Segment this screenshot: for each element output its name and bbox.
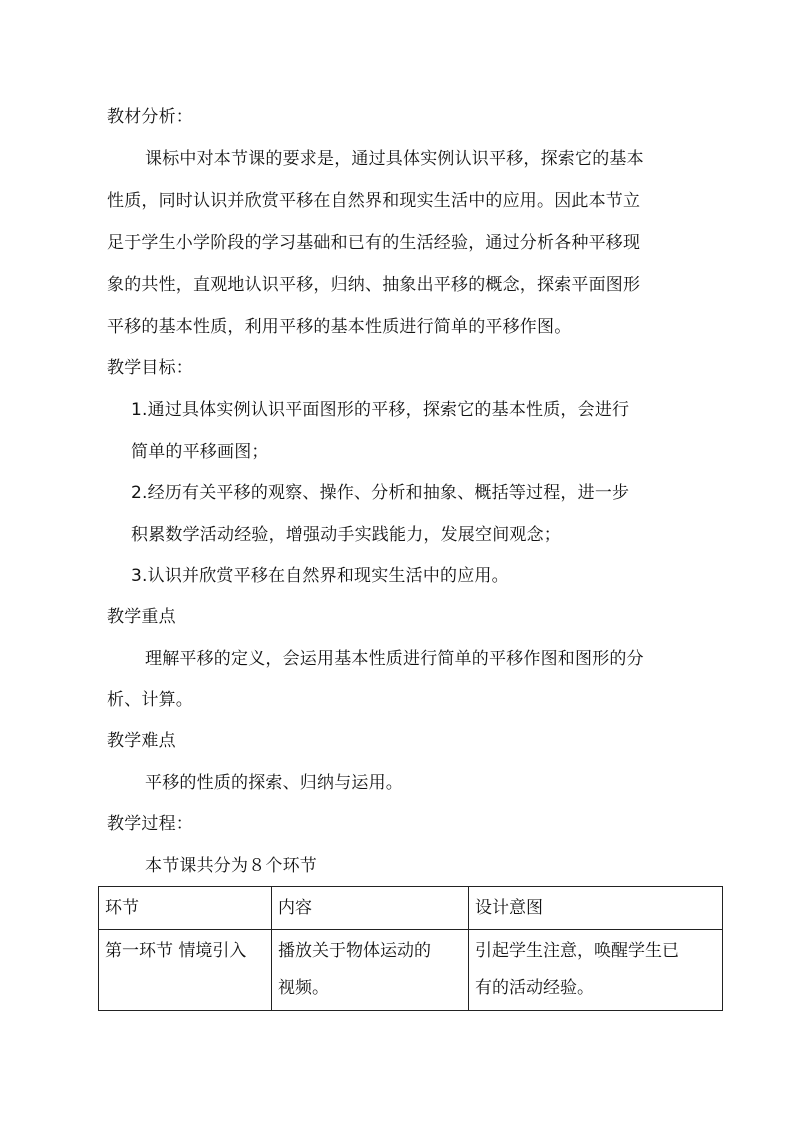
key-line: 析、计算。 (107, 690, 193, 710)
stage-text: 第一环节 情境引入 (105, 941, 247, 961)
goal-item-continuation: 积累数学活动经验，增强动手实践能力，发展空间观念； (131, 525, 561, 545)
content-line: 播放关于物体运动的 (278, 941, 431, 961)
table-row (99, 930, 723, 1011)
column-header-stage: 环节 (99, 887, 272, 930)
goal-item: 1.通过具体实例认识平面图形的平移，探索它的基本性质，会进行 (131, 400, 630, 420)
analysis-line: 课标中对本节课的要求是，通过具体实例认识平移，探索它的基本 (145, 149, 644, 169)
goal-item: 3.认识并欣赏平移在自然界和现实生活中的应用。 (131, 566, 509, 586)
intent-line: 引起学生注意，唤醒学生已 (475, 941, 679, 961)
key-line: 理解平移的定义，会运用基本性质进行简单的平移作图和图形的分 (145, 649, 644, 669)
process-heading: 教学过程： (107, 814, 193, 834)
process-intro: 本节课共分为８个环节 (145, 856, 317, 876)
difficulty-line: 平移的性质的探索、归纳与运用。 (145, 773, 403, 793)
analysis-line: 性质，同时认识并欣赏平移在自然界和现实生活中的应用。因此本节立 (107, 191, 641, 211)
intent-cell (469, 930, 723, 1011)
goals-heading: 教学目标： (107, 358, 193, 378)
goal-item: 2.经历有关平移的观察、操作、分析和抽象、概括等过程，进一步 (131, 483, 630, 503)
content-cell (272, 930, 469, 1011)
column-header-content: 内容 (272, 887, 469, 930)
column-header-intent: 设计意图 (469, 887, 723, 930)
process-table (98, 886, 723, 1011)
analysis-line: 象的共性，直观地认识平移，归纳、抽象出平移的概念，探索平面图形 (107, 275, 641, 295)
intent-line: 有的活动经验。 (475, 978, 594, 998)
stage-cell (99, 930, 272, 1011)
content-line: 视频。 (278, 978, 329, 998)
table-header-row (99, 887, 723, 930)
analysis-heading: 教材分析： (107, 107, 193, 127)
difficulty-heading: 教学难点 (107, 731, 176, 751)
analysis-line: 平移的基本性质，利用平移的基本性质进行简单的平移作图。 (107, 317, 572, 337)
key-heading: 教学重点 (107, 607, 176, 627)
goal-item-continuation: 简单的平移画图； (131, 442, 269, 462)
analysis-line: 足于学生小学阶段的学习基础和已有的生活经验，通过分析各种平移现 (107, 233, 641, 253)
